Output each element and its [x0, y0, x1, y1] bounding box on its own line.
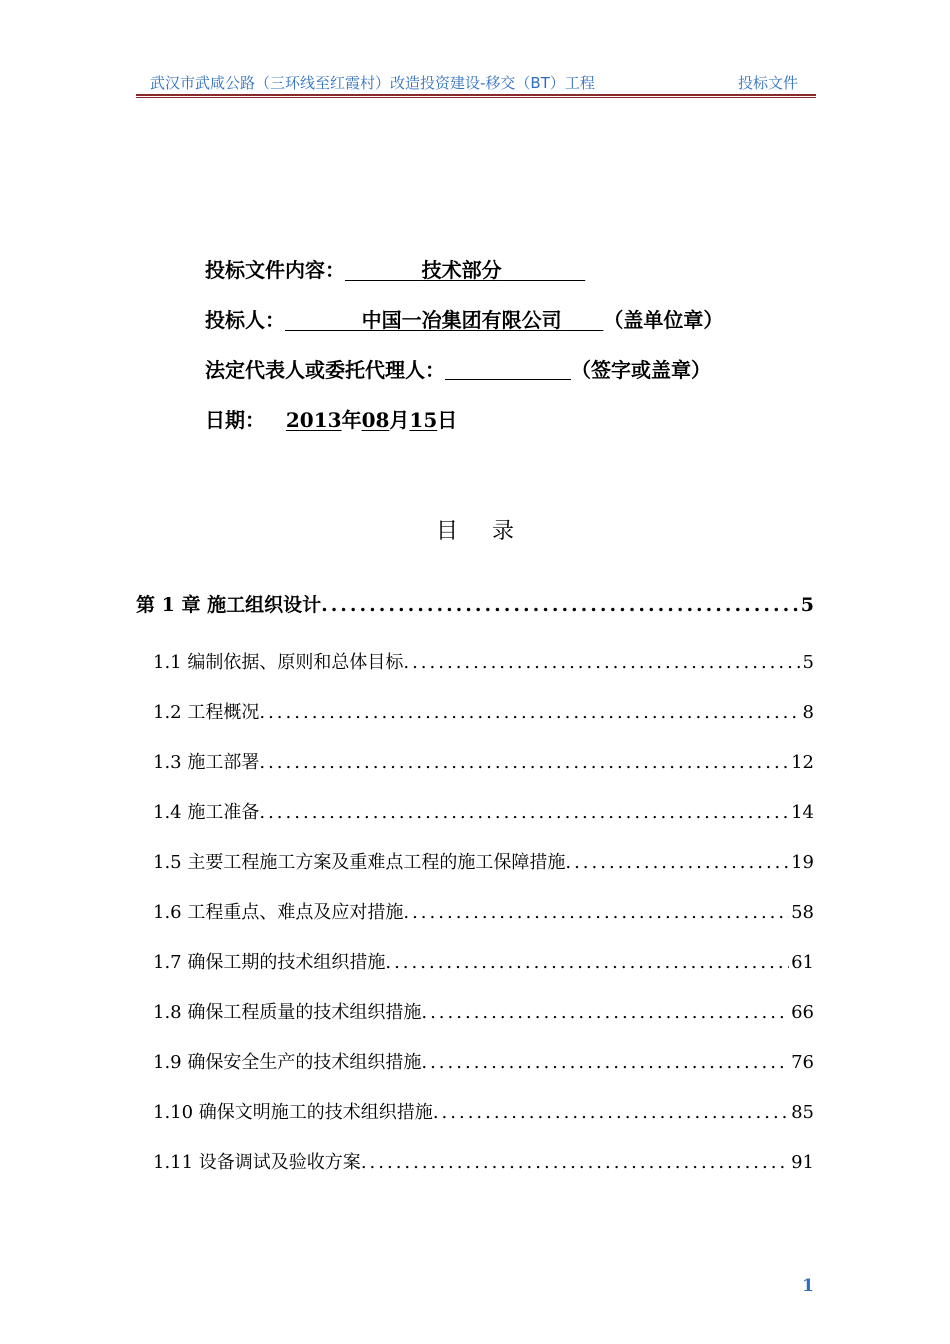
date-month-unit: 月	[389, 408, 410, 432]
representative-line	[205, 354, 711, 383]
header-title: 武汉市武咸公路（三环线至红霞村）改造投资建设-移交（BT）工程	[150, 74, 595, 92]
toc-chapter-entry[interactable]	[136, 590, 814, 617]
content-line	[205, 254, 585, 283]
toc-section-page: 5	[802, 652, 814, 673]
toc-section-entry[interactable]	[153, 698, 814, 724]
toc-section-entry[interactable]	[153, 1098, 814, 1124]
page-header	[136, 72, 816, 94]
toc-section-page: 61	[791, 952, 814, 973]
signature-blank	[445, 359, 571, 380]
toc-chapter-label: 第 1 章 施工组织设计	[136, 594, 322, 616]
toc-chapter-page: 5	[800, 594, 814, 616]
toc-section-entry[interactable]	[153, 998, 814, 1024]
header-doc-type: 投标文件	[737, 74, 798, 92]
toc-section-page: 14	[791, 802, 814, 823]
content-value: 技术部分	[421, 258, 502, 282]
page-number: 1	[802, 1276, 814, 1296]
toc-section-label: 1.8 确保工程质量的技术组织措施	[153, 1002, 422, 1023]
toc-section-label: 1.7 确保工期的技术组织措施	[153, 952, 386, 973]
toc-section-label: 1.1 编制依据、原则和总体目标	[153, 652, 404, 673]
toc-leader-dots	[385, 952, 789, 973]
toc-leader-dots	[361, 1152, 789, 1173]
date-day-unit: 日	[437, 408, 458, 432]
toc-section-entry[interactable]	[153, 648, 814, 674]
toc-leader-dots	[433, 1102, 789, 1123]
toc-section-entry[interactable]	[153, 898, 814, 924]
bidder-label: 投标人：	[205, 308, 285, 332]
toc-section-entry[interactable]	[153, 848, 814, 874]
toc-section-page: 91	[791, 1152, 814, 1173]
toc-title: 目录	[435, 519, 548, 544]
header-rule	[136, 94, 816, 96]
date-line	[205, 404, 457, 433]
toc-leader-dots	[259, 802, 789, 823]
representative-suffix: （签字或盖章）	[571, 358, 711, 382]
toc-leader-dots	[421, 1002, 789, 1023]
toc-section-entry[interactable]	[153, 748, 814, 774]
representative-label: 法定代表人或委托代理人：	[205, 358, 445, 382]
toc-section-entry[interactable]	[153, 948, 814, 974]
toc-section-page: 66	[791, 1002, 814, 1023]
toc-section-entry[interactable]	[153, 1148, 814, 1174]
toc-section-page: 85	[791, 1102, 814, 1123]
toc-section-label: 1.6 工程重点、难点及应对措施	[153, 902, 404, 923]
toc-section-label: 1.10 确保文明施工的技术组织措施	[153, 1102, 433, 1123]
toc-leader-dots	[321, 594, 799, 616]
toc-leader-dots	[403, 652, 800, 673]
toc-section-label: 1.11 设备调试及验收方案	[153, 1152, 361, 1173]
toc-section-label: 1.3 施工部署	[153, 752, 260, 773]
content-label: 投标文件内容：	[205, 258, 345, 282]
toc-section-page: 8	[802, 702, 814, 723]
toc-leader-dots	[403, 902, 789, 923]
toc-section-entry[interactable]	[153, 1048, 814, 1074]
date-year-unit: 年	[341, 408, 362, 432]
date-day: 15	[409, 408, 438, 432]
toc-section-label: 1.4 施工准备	[153, 802, 260, 823]
toc-leader-dots	[565, 852, 789, 873]
header-rule-thin	[136, 97, 816, 98]
toc-section-label: 1.5 主要工程施工方案及重难点工程的施工保障措施	[153, 852, 566, 873]
toc-leader-dots	[421, 1052, 789, 1073]
toc-section-entry[interactable]	[153, 798, 814, 824]
date-year: 2013	[285, 408, 342, 432]
toc-section-page: 19	[791, 852, 814, 873]
bidder-suffix: （盖单位章）	[603, 308, 724, 332]
date-label: 日期：	[205, 408, 265, 432]
toc-section-page: 58	[791, 902, 814, 923]
toc-leader-dots	[259, 752, 789, 773]
bidder-line	[205, 304, 723, 333]
toc-leader-dots	[259, 702, 800, 723]
toc-section-label: 1.2 工程概况	[153, 702, 260, 723]
toc-section-label: 1.9 确保安全生产的技术组织措施	[153, 1052, 422, 1073]
toc-section-page: 12	[791, 752, 814, 773]
date-month: 08	[361, 408, 390, 432]
toc-section-page: 76	[791, 1052, 814, 1073]
bidder-value: 中国一冶集团有限公司	[361, 308, 562, 332]
